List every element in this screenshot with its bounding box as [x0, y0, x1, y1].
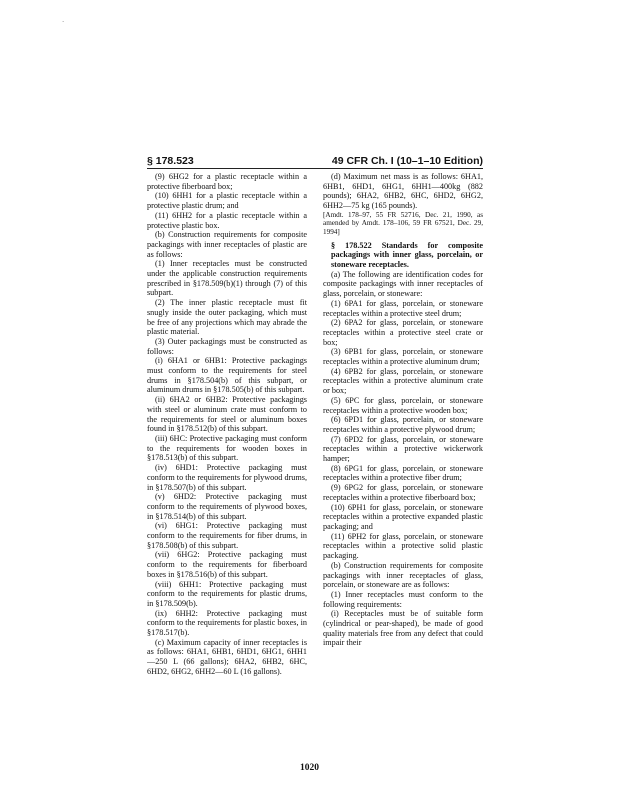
paragraph: (ix) 6HH2: Protective packaging must conform to the requirements for plastic boxes, in §178.517(b). — [147, 608, 307, 638]
paragraph: (10) 6PH1 for glass, porcelain, or stoneware receptacles within a protective expanded plastic packaging; and — [323, 502, 483, 531]
paragraph: (6) 6PD1 for glass, porcelain, or stoneware receptacles within a protective plywood drum; — [323, 415, 483, 434]
paragraph: (1) Inner receptacles must be constructed under the applicable construction requirements prescribed in §178.509(b)(1) through (7) of this subpart. — [147, 259, 307, 298]
paragraph: (11) 6HH2 for a plastic receptacle within a protective plastic box. — [147, 210, 307, 230]
paragraph: (3) Outer packagings must be constructed as follows: — [147, 336, 307, 356]
scan-speck: · — [62, 18, 65, 26]
paragraph: (3) 6PB1 for glass, porcelain, or stoneware receptacles within a protective aluminum drum; — [323, 347, 483, 367]
paragraph: (i) Receptacles must be of suitable form (cylindrical or pear-shaped), be made of good quality materials free from any defect that could impair their — [323, 609, 483, 648]
right-column — [323, 172, 483, 762]
paragraph: (4) 6PB2 for glass, porcelain, or stoneware receptacles within a protective aluminum crate or box; — [323, 366, 483, 396]
paragraph: (1) Inner receptacles must conform to the following requirements: — [323, 589, 483, 609]
paragraph: (9) 6PG2 for glass, porcelain, or stoneware receptacles within a protective fiberboard box; — [323, 483, 483, 502]
amendment-citation: [Amdt. 178–97, 55 FR 52716, Dec. 21, 1990, as amended by Amdt. 178–106, 59 FR 67521, Dec. 29, 1994] — [323, 210, 483, 236]
paragraph: (vi) 6HG1: Protective packaging must conform to the requirements for fiber drums, in §178.508(b) of this subpart. — [147, 521, 307, 550]
paragraph: (iv) 6HD1: Protective packaging must conform to the requirements for plywood drums, in §178.507(b) of this subpart. — [147, 463, 307, 492]
paragraph: (11) 6PH2 for glass, porcelain, or stoneware receptacles within a protective solid plastic packaging. — [323, 531, 483, 561]
header-section: § 178.523 — [147, 155, 194, 167]
paragraph: (c) Maximum capacity of inner receptacles is as follows: 6HA1, 6HB1, 6HD1, 6HG1, 6HH1—250 L (66 gallons); 6HA2, 6HB2, 6HC, 6HD2, 6HG2, 6HH2—60 L (16 gallons). — [147, 637, 307, 676]
paragraph: (iii) 6HC: Protective packaging must conform to the requirements for wooden boxes in §178.513(b) of this subpart. — [147, 433, 307, 463]
paragraph: (7) 6PD2 for glass, porcelain, or stoneware receptacles within a protective wickerwork hamper; — [323, 434, 483, 464]
header-rule — [147, 168, 483, 169]
paragraph: (i) 6HA1 or 6HB1: Protective packagings must conform to the requirements for steel drums in §178.504(b) of this subpart, or aluminum drums in §178.505(b) of this subpart. — [147, 356, 307, 395]
paragraph: (a) The following are identification codes for composite packagings with inner receptacles of glass, porcelain, or stoneware: — [323, 269, 483, 299]
paragraph: (1) 6PA1 for glass, porcelain, or stoneware receptacles within a protective steel drum; — [323, 298, 483, 318]
paragraph: (ii) 6HA2 or 6HB2: Protective packagings with steel or aluminum crate must conform to the requirements for steel or aluminum boxes found in §178.512(b) of this subpart. — [147, 395, 307, 434]
paragraph: (d) Maximum net mass is as follows: 6HA1, 6HB1, 6HD1, 6HG1, 6HH1—400kg (882 pounds); 6HA2, 6HB2, 6HC, 6HD2, 6HG2, 6HH2—75 kg (165 pounds). — [323, 172, 483, 211]
paragraph: (9) 6HG2 for a plastic receptacle within a protective fiberboard box; — [147, 172, 307, 191]
paragraph: (vii) 6HG2: Protective packaging must conform to the requirements for fiberboard boxes in §178.516(b) of this subpart. — [147, 550, 307, 579]
page-number: 1020 — [300, 763, 319, 773]
paragraph: (2) The inner plastic receptacle must fit snugly inside the outer packaging, which must be free of any projections which may abrade the plastic material. — [147, 298, 307, 337]
paragraph: (b) Construction requirements for composite packagings with inner receptacles of glass, porcelain, or stoneware are as follows: — [323, 560, 483, 590]
paragraph: (viii) 6HH1: Protective packaging must conform to the requirements for plastic drums, in §178.509(b). — [147, 579, 307, 608]
left-column — [147, 172, 307, 762]
header-source: 49 CFR Ch. I (10–1–10 Edition) — [331, 155, 483, 167]
paragraph: (8) 6PG1 for glass, porcelain, or stoneware receptacles within a protective fiber drum; — [323, 463, 483, 483]
paragraph: (5) 6PC for glass, porcelain, or stoneware receptacles within a protective wooden box; — [323, 395, 483, 415]
paragraph: (v) 6HD2: Protective packaging must conform to the requirements of plywood boxes, in §178.514(b) of this subpart. — [147, 492, 307, 521]
paragraph: (10) 6HH1 for a plastic receptacle within a protective plastic drum; and — [147, 191, 307, 211]
paragraph: (2) 6PA2 for glass, porcelain, or stoneware receptacles within a protective steel crate or box; — [323, 318, 483, 347]
section-heading: § 178.522 Standards for composite packagings with inner glass, porcelain, or stoneware receptacles. — [331, 240, 483, 269]
paragraph: (b) Construction requirements for composite packagings with inner receptacles of plastic are as follows: — [147, 230, 307, 259]
